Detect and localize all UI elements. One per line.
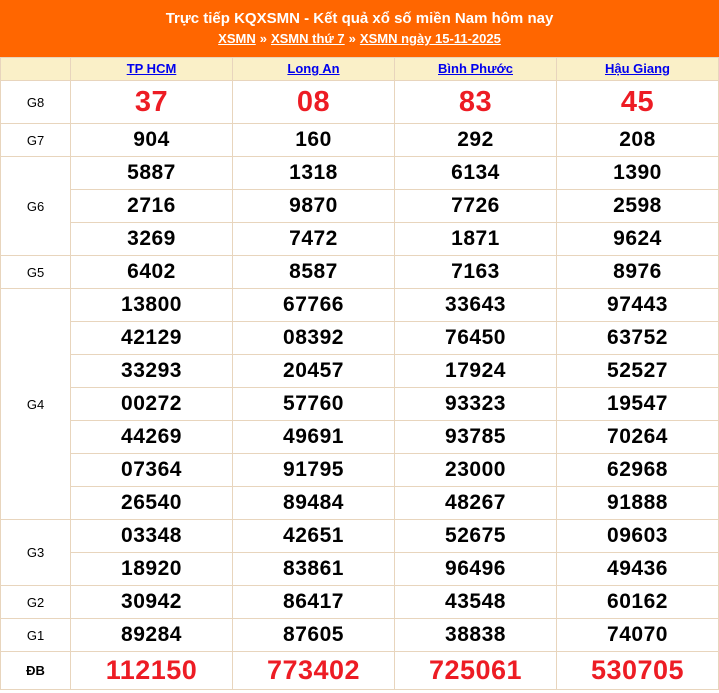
prize-label-g4: G4	[1, 289, 71, 520]
province-link-tp-hcm[interactable]: TP HCM	[126, 61, 177, 76]
result-cell-g3: 52675	[395, 520, 557, 553]
prize-label-g8: G8	[1, 81, 71, 124]
breadcrumb-link-xsmn-date[interactable]: XSMN ngày 15-11-2025	[359, 31, 501, 46]
result-cell-g4: 17924	[395, 355, 557, 388]
result-cell-g4: 44269	[71, 421, 233, 454]
prize-label-g7: G7	[1, 124, 71, 157]
result-cell-g6: 6134	[395, 157, 557, 190]
result-cell-g5: 6402	[71, 256, 233, 289]
result-cell-g1: 89284	[71, 619, 233, 652]
result-cell-g4: 63752	[557, 322, 719, 355]
prize-column-header	[1, 58, 71, 81]
result-row-g4	[1, 355, 719, 388]
result-cell-g6: 7726	[395, 190, 557, 223]
result-cell-g4: 33643	[395, 289, 557, 322]
result-cell-g8: 83	[395, 81, 557, 124]
breadcrumb-link-xsmn-thu-7[interactable]: XSMN thứ 7	[270, 31, 345, 46]
province-link-long-an[interactable]: Long An	[287, 61, 340, 76]
result-cell-g2: 60162	[557, 586, 719, 619]
prize-label-g3: G3	[1, 520, 71, 586]
result-cell-g4: 70264	[557, 421, 719, 454]
breadcrumb	[0, 29, 719, 48]
result-row-g8	[1, 81, 719, 124]
result-cell-g4: 13800	[71, 289, 233, 322]
result-cell-g3: 18920	[71, 553, 233, 586]
results-table	[0, 57, 719, 690]
result-cell-g5: 8976	[557, 256, 719, 289]
result-cell-g4: 89484	[233, 487, 395, 520]
result-row-g6	[1, 223, 719, 256]
province-header-cell	[71, 58, 233, 81]
result-cell-g6: 2598	[557, 190, 719, 223]
result-cell-g4: 76450	[395, 322, 557, 355]
result-row-g3	[1, 553, 719, 586]
prize-label-g1: G1	[1, 619, 71, 652]
result-cell-g1: 74070	[557, 619, 719, 652]
result-cell-g8: 37	[71, 81, 233, 124]
result-row-g4	[1, 388, 719, 421]
breadcrumb-separator: »	[348, 31, 356, 46]
result-row-g6	[1, 157, 719, 190]
result-cell-g4: 93323	[395, 388, 557, 421]
result-row-g5	[1, 256, 719, 289]
result-row-g4	[1, 421, 719, 454]
result-cell-g3: 49436	[557, 553, 719, 586]
result-cell-g3: 09603	[557, 520, 719, 553]
result-cell-g4: 07364	[71, 454, 233, 487]
result-row-g6	[1, 190, 719, 223]
result-row-g4	[1, 487, 719, 520]
breadcrumb-link-xsmn[interactable]: XSMN	[218, 31, 256, 46]
result-cell-g4: 00272	[71, 388, 233, 421]
result-row-db	[1, 652, 719, 690]
result-cell-g4: 91888	[557, 487, 719, 520]
result-cell-g4: 33293	[71, 355, 233, 388]
result-cell-g7: 292	[395, 124, 557, 157]
result-cell-g4: 23000	[395, 454, 557, 487]
prize-label-g6: G6	[1, 157, 71, 256]
result-cell-g7: 904	[71, 124, 233, 157]
province-link-binh-phuoc[interactable]: Bình Phước	[438, 61, 513, 76]
result-row-g2	[1, 586, 719, 619]
result-cell-g2: 30942	[71, 586, 233, 619]
result-cell-g4: 91795	[233, 454, 395, 487]
province-header-row	[1, 58, 719, 81]
page-header	[0, 0, 719, 57]
result-row-g3	[1, 520, 719, 553]
result-cell-g3: 96496	[395, 553, 557, 586]
province-header-cell	[557, 58, 719, 81]
result-cell-g4: 62968	[557, 454, 719, 487]
result-row-g4	[1, 454, 719, 487]
result-cell-g4: 42129	[71, 322, 233, 355]
result-row-g4	[1, 322, 719, 355]
result-cell-g4: 93785	[395, 421, 557, 454]
result-cell-g5: 8587	[233, 256, 395, 289]
result-cell-g5: 7163	[395, 256, 557, 289]
result-cell-g4: 20457	[233, 355, 395, 388]
result-cell-g3: 83861	[233, 553, 395, 586]
result-cell-g4: 49691	[233, 421, 395, 454]
result-row-g7	[1, 124, 719, 157]
prize-label-g5: G5	[1, 256, 71, 289]
result-cell-g1: 38838	[395, 619, 557, 652]
result-cell-g3: 42651	[233, 520, 395, 553]
result-cell-db: 112150	[71, 652, 233, 690]
result-cell-g6: 2716	[71, 190, 233, 223]
result-cell-g2: 43548	[395, 586, 557, 619]
province-link-hau-giang[interactable]: Hậu Giang	[604, 61, 670, 76]
result-cell-g7: 208	[557, 124, 719, 157]
result-cell-g3: 03348	[71, 520, 233, 553]
page-title: Trực tiếp KQXSMN - Kết quả xổ số miền Nam hôm nay	[165, 10, 554, 27]
result-cell-g6: 5887	[71, 157, 233, 190]
result-cell-g4: 97443	[557, 289, 719, 322]
result-cell-g8: 08	[233, 81, 395, 124]
result-cell-g4: 67766	[233, 289, 395, 322]
result-row-g1	[1, 619, 719, 652]
result-cell-g7: 160	[233, 124, 395, 157]
result-cell-g6: 3269	[71, 223, 233, 256]
result-cell-g4: 26540	[71, 487, 233, 520]
result-cell-g6: 1390	[557, 157, 719, 190]
result-cell-g2: 86417	[233, 586, 395, 619]
province-header-cell	[395, 58, 557, 81]
result-cell-g4: 08392	[233, 322, 395, 355]
prize-label-db: ĐB	[1, 652, 71, 690]
province-header-cell	[233, 58, 395, 81]
result-cell-db: 530705	[557, 652, 719, 690]
result-cell-db: 725061	[395, 652, 557, 690]
result-cell-g4: 57760	[233, 388, 395, 421]
result-cell-g6: 9624	[557, 223, 719, 256]
result-cell-g8: 45	[557, 81, 719, 124]
result-cell-g6: 1871	[395, 223, 557, 256]
prize-label-g2: G2	[1, 586, 71, 619]
result-row-g4	[1, 289, 719, 322]
result-cell-g6: 9870	[233, 190, 395, 223]
breadcrumb-separator: »	[259, 31, 267, 46]
result-cell-g4: 48267	[395, 487, 557, 520]
result-cell-g1: 87605	[233, 619, 395, 652]
result-cell-g4: 52527	[557, 355, 719, 388]
result-cell-g6: 1318	[233, 157, 395, 190]
result-cell-g6: 7472	[233, 223, 395, 256]
result-cell-db: 773402	[233, 652, 395, 690]
result-cell-g4: 19547	[557, 388, 719, 421]
